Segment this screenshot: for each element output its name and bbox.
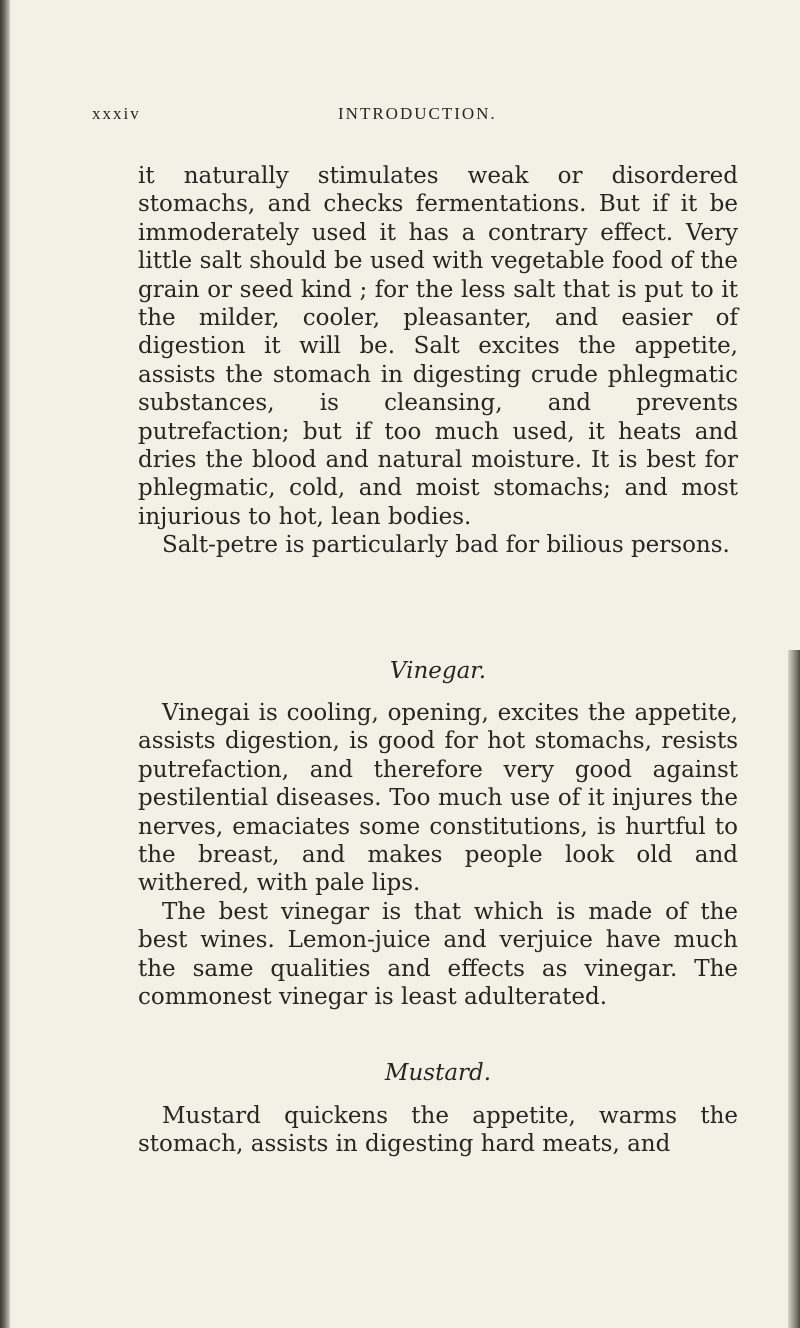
- page-fore-edge: [788, 650, 800, 1328]
- mustard-paragraph-1: Mustard quickens the appetite, warms the stomach, assists in digesting hard meats, and: [138, 1103, 738, 1158]
- vinegar-heading: Vinegar.: [389, 658, 487, 684]
- vinegar-section-text: [138, 699, 738, 1011]
- mustard-heading: Mustard.: [384, 1060, 492, 1086]
- salt-paragraph-continued: it naturally stimulates weak or disordered stomachs, and checks fermentations. But if it be immoderately used it has a contrary effect. Very little salt should be used with vegetable food of the grain or seed kind ; for the less salt that is put to it the milder, cooler, pleasanter, and easier of digestion it will be. Salt excites the appetite, assists the stomach in digesting crude phlegmatic substances, is cleansing, and prevents putrefaction; but if too much used, it heats and dries the blood and natural moisture. It is best for phlegmatic, cold, and moist stomachs; and most injurious to hot, lean bodies.: [138, 163, 738, 530]
- running-header: [92, 104, 652, 128]
- mustard-section-text: [138, 1102, 738, 1159]
- running-title: INTRODUCTION.: [338, 104, 497, 123]
- salt-section-text: [138, 162, 738, 560]
- vinegar-paragraph-1: Vinegai is cooling, opening, excites the appetite, assists digestion, is good for hot stomachs, resists putrefaction, and therefore very good against pestilential diseases. Too much use of it injures the nerves, emaciates some constitutions, is hurtful to the breast, and makes people look old and withered, with pale lips.: [138, 700, 738, 897]
- vinegar-paragraph-2: The best vinegar is that which is made of the best wines. Lemon-juice and verjuice have much the same qualities and effects as vinegar. The commonest vinegar is least adulterated.: [138, 898, 738, 1011]
- salt-petre-paragraph: Salt-petre is particularly bad for bilious persons.: [162, 532, 730, 559]
- page-number: xxxiv: [92, 104, 141, 123]
- page-binding-edge: [0, 0, 10, 1328]
